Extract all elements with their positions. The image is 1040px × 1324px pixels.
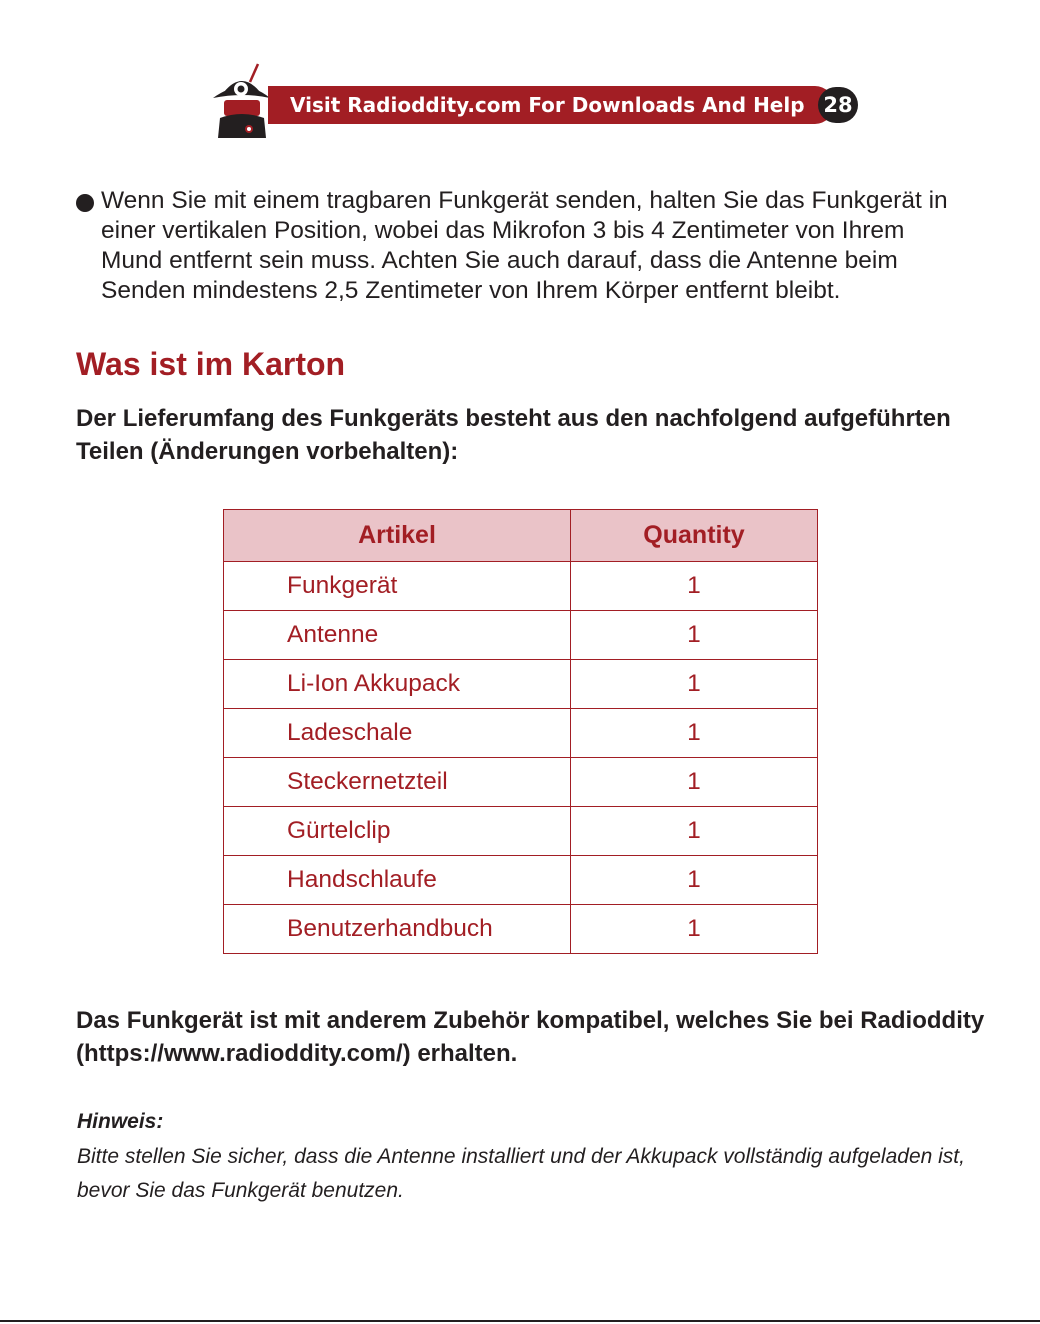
item-cell: Funkgerät	[224, 562, 571, 611]
quantity-cell: 1	[571, 709, 818, 758]
item-cell: Steckernetzteil	[224, 758, 571, 807]
table-row	[224, 709, 818, 758]
quantity-cell: 1	[571, 562, 818, 611]
item-cell: Ladeschale	[224, 709, 571, 758]
table-row	[224, 562, 818, 611]
section-intro: Der Lieferumfang des Funkgeräts besteht aus den nachfolgend aufgeführten Teilen (Änderungen vorbehalten):	[76, 405, 951, 465]
bullet-dot-icon	[76, 194, 94, 212]
table-row	[224, 660, 818, 709]
item-cell: Benutzerhandbuch	[224, 905, 571, 954]
item-cell: Li-Ion Akkupack	[224, 660, 571, 709]
table-header-row	[224, 510, 818, 562]
page-number: 28	[818, 87, 858, 123]
downloads-banner: Visit Radioddity.com For Downloads And Help	[268, 86, 834, 124]
item-cell: Gürtelclip	[224, 807, 571, 856]
table-row	[224, 905, 818, 954]
bullet-text: Wenn Sie mit einem tragbaren Funkgerät senden, halten Sie das Funkgerät in einer vertikalen Position, wobei das Mikrofon 3 bis 4 Zentimeter von Ihrem Mund entfernt sein muss. Achten Sie auch darauf, dass die Antenne beim Senden mindestens 2,5 Zentimeter von Ihrem Körper entfernt bleibt.	[101, 187, 948, 304]
quantity-cell: 1	[571, 807, 818, 856]
compatibility-text: Das Funkgerät ist mit anderem Zubehör kompatibel, welches Sie bei Radioddity (https://www.radioddity.com/) erhalten.	[76, 1007, 985, 1067]
quantity-cell: 1	[571, 660, 818, 709]
table-row	[224, 611, 818, 660]
quantity-cell: 1	[571, 758, 818, 807]
page-header	[210, 62, 870, 142]
item-cell: Antenne	[224, 611, 571, 660]
item-cell: Handschlaufe	[224, 856, 571, 905]
bottom-rule	[0, 1320, 1040, 1322]
column-header-artikel: Artikel	[224, 510, 571, 562]
column-header-quantity: Quantity	[571, 510, 818, 562]
table-row	[224, 807, 818, 856]
quantity-cell: 1	[571, 611, 818, 660]
pirate-radio-mascot-icon	[210, 62, 276, 140]
section-title: Was ist im Karton	[76, 346, 346, 382]
quantity-cell: 1	[571, 905, 818, 954]
contents-table	[223, 509, 818, 954]
note-title: Hinweis:	[77, 1110, 164, 1133]
table-row	[224, 758, 818, 807]
note-text: Bitte stellen Sie sicher, dass die Antenne installiert und der Akkupack vollständig aufgeladen ist, bevor Sie das Funkgerät benutzen.	[77, 1145, 965, 1202]
table-row	[224, 856, 818, 905]
quantity-cell: 1	[571, 856, 818, 905]
